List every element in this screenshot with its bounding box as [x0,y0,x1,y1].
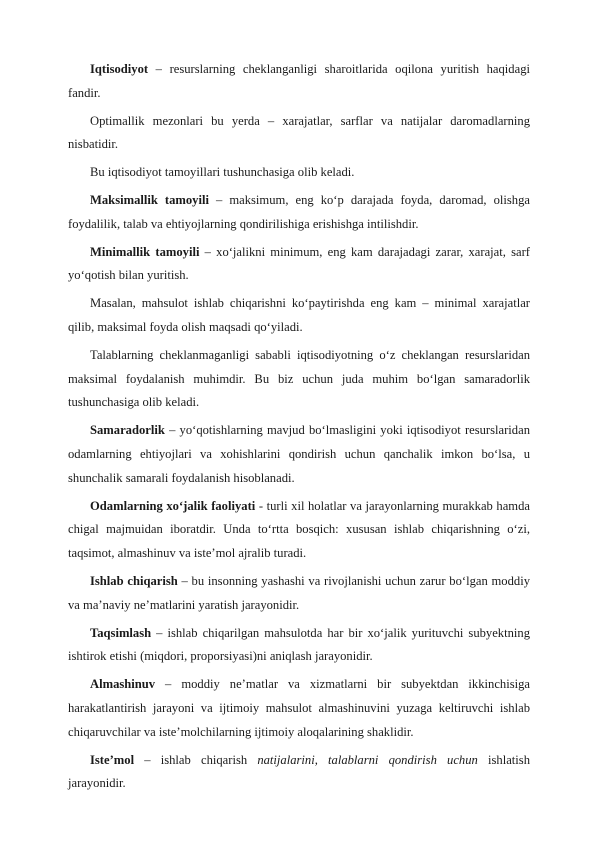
term-iqtisodiyot: Iqtisodiyot [90,62,149,76]
paragraph-text: ishlatish jarayonidir. [68,752,530,791]
term-samaradorlik: Samaradorlik [90,423,165,438]
paragraph-ishlab-chiqarish [68,570,530,618]
paragraph-text: – moddiy ne’matlar va xizmatlarni bir subyektdan ikkinchisiga harakatlantirish jarayoni va ijtimoiy mahsulot almashinuvini yuzaga keltiruvchi ishlab chiqaruvchilar va iste’molchilarning ijtimoiy aloqalarining shaklidir. [68,677,530,739]
paragraph-text: Masalan, mahsulot ishlab chiqarishni ko‘paytirishda eng kam – minimal xarajatlar qilib, maksimal foyda olish maqsadi qo‘yiladi. [68,296,530,334]
paragraph-text: – xo‘jalikni minimum, eng kam darajadagi zarar, xarajat, sarf yo‘qotish bilan yuritish. [68,244,530,283]
italic-text: natijalarini, talablarni qondirish uchun [257,752,478,767]
paragraph-text: – yo‘qotishlarning mavjud bo‘lmasligini yoki iqtisodiyot resurslaridan odamlarning ehtiyojlari va xohishlarini qondirish uchun qanchalik imkon bo‘lsa, u shunchalik samarali foydalanish hisoblanadi. [68,423,530,485]
term-xojalik-faoliyati: Odamlarning xo‘jalik faoliyati [90,498,256,513]
paragraph-xojalik-faoliyati [68,495,530,566]
paragraph-text: – maksimum, eng ko‘p darajada foyda, daromad, olishga foydalilik, talab va ehtiyojlarning qondirilishiga erishishga intilishdir. [68,192,530,231]
paragraph-taqsimlash [68,622,530,670]
paragraph-text: Bu iqtisodiyot tamoyillari tushunchasiga olib keladi. [90,165,355,180]
term-almashinuv: Almashinuv [90,677,156,692]
paragraph-text: Optimallik mezonlari bu yerda – xarajatlar, sarflar va natijalar daromadlarning nisbatidir. [68,113,530,152]
term-maksimallik: Maksimallik tamoyili [90,192,209,207]
paragraph-almashinuv [68,673,530,744]
paragraph-text: - turli xil holatlar va jarayonlarning murakkab hamda chigal majmuidan iboratdir. Unda to‘rtta bosqich: xususan ishlab chiqarishning o‘zi, taqsimot, almashinuv va iste’mol ajralib turadi. [68,498,530,561]
paragraph-iqtisodiyot [68,58,530,106]
term-ishlab-chiqarish: Ishlab chiqarish [90,573,178,588]
paragraph-text: – ishlab chiqarish [134,752,258,767]
term-taqsimlash: Taqsimlash [90,625,152,640]
paragraph-maksimallik [68,189,530,237]
paragraph-text: – bu insonning yashashi va rivojlanishi uchun zarur bo‘lgan moddiy va ma’naviy ne’matlarini yaratish jarayonidir. [68,573,530,612]
paragraph-text: Talablarning cheklanmaganligi sababli iqtisodiyotning o‘z cheklangan resurslaridan maksimal foydalanish muhimdir. Bu biz uchun juda muhim bo‘lgan samaradorlik tushunchasiga olib keladi. [68,347,530,410]
paragraph-samaradorlik [68,419,530,490]
paragraph-text: – ishlab chiqarilgan mahsulotda har bir xo‘jalik yurituvchi subyektning ishtirok etishi (miqdori, proporsiyasi)ni aniqlash jarayonidir. [68,625,530,664]
paragraph-masalan [68,292,530,340]
paragraph-optimallik [68,110,530,158]
term-minimallik: Minimallik tamoyili [90,244,200,259]
paragraph-istemol [68,749,530,797]
paragraph-talablar [68,344,530,415]
document-page [68,58,530,800]
paragraph-minimallik [68,241,530,289]
paragraph-tamoyillar [68,161,530,185]
paragraph-text: – resurslarning cheklanganligi sharoitlarida oqilona yuritish haqidagi fandir. [68,62,530,100]
term-istemol: Iste’mol [90,752,135,767]
